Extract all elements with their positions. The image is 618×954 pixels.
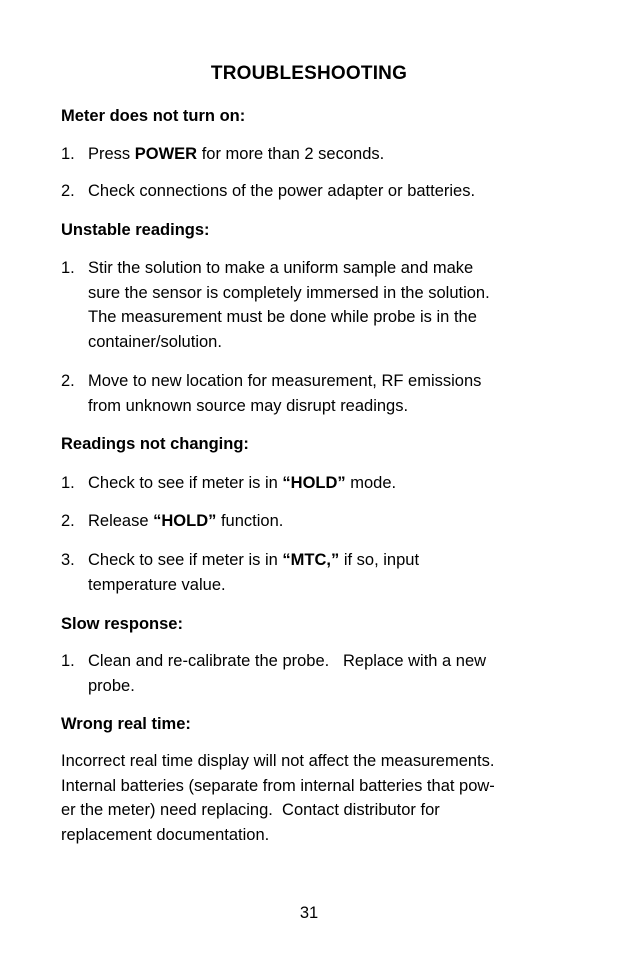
step-text-continued: sure the sensor is completely immersed in the solution. xyxy=(88,283,490,302)
step-number: 1. xyxy=(61,259,75,277)
step-number: 1. xyxy=(61,145,75,163)
paragraph-line: Internal batteries (separate from internal batteries that pow- xyxy=(61,776,495,795)
section-heading-unstable: Unstable readings: xyxy=(61,221,210,239)
step-text-bold: “HOLD” xyxy=(282,474,346,492)
section-heading-meter-not-on: Meter does not turn on: xyxy=(61,107,246,125)
step-text-pre: Release xyxy=(88,512,154,530)
step-clean-recalibrate xyxy=(61,649,581,698)
step-check-hold xyxy=(61,471,581,496)
step-text-post: if so, input xyxy=(339,551,420,569)
step-number: 2. xyxy=(61,182,75,200)
step-number: 2. xyxy=(61,372,75,390)
step-text-bold: “MTC,” xyxy=(282,551,340,569)
step-text: Clean and re-calibrate the probe. Replace with a new xyxy=(88,652,487,670)
section-heading-wrong-time: Wrong real time: xyxy=(61,715,191,733)
wrong-time-paragraph xyxy=(61,749,561,847)
step-number: 3. xyxy=(61,551,75,569)
step-text-post: mode. xyxy=(345,474,397,492)
step-text-continued: container/solution. xyxy=(88,332,222,351)
step-text-pre: Check to see if meter is in xyxy=(88,551,283,569)
step-release-hold xyxy=(61,509,581,534)
step-text-bold: POWER xyxy=(134,145,198,163)
section-heading-not-changing: Readings not changing: xyxy=(61,435,249,453)
step-number: 1. xyxy=(61,652,75,670)
step-text-pre: Press xyxy=(88,145,135,163)
step-text-post: for more than 2 seconds. xyxy=(197,145,385,163)
step-text-post: function. xyxy=(216,512,284,530)
step-stir-solution xyxy=(61,256,581,354)
step-text-pre: Check to see if meter is in xyxy=(88,474,283,492)
page-number: 31 xyxy=(299,904,319,922)
step-check-connections xyxy=(61,179,581,204)
step-text: Move to new location for measurement, RF emissions xyxy=(88,372,482,390)
step-press-power xyxy=(61,142,581,167)
step-text: Stir the solution to make a uniform sample and make xyxy=(88,259,474,277)
step-check-mtc xyxy=(61,548,581,597)
step-text-continued: The measurement must be done while probe is in the xyxy=(88,308,477,326)
step-text-continued: probe. xyxy=(88,676,135,695)
step-move-location xyxy=(61,369,581,418)
step-number: 1. xyxy=(61,474,75,492)
section-heading-slow-response: Slow response: xyxy=(61,615,183,633)
paragraph-line: Incorrect real time display will not affect the measurements. xyxy=(61,752,495,770)
step-text: Check connections of the power adapter or batteries. xyxy=(88,182,476,200)
step-text-continued: from unknown source may disrupt readings. xyxy=(88,396,409,415)
paragraph-line: replacement documentation. xyxy=(61,825,270,844)
page-title: TROUBLESHOOTING xyxy=(210,63,408,84)
step-text-continued: temperature value. xyxy=(88,575,226,594)
paragraph-line: er the meter) need replacing. Contact distributor for xyxy=(61,801,440,819)
step-number: 2. xyxy=(61,512,75,530)
step-text-bold: “HOLD” xyxy=(153,512,217,530)
